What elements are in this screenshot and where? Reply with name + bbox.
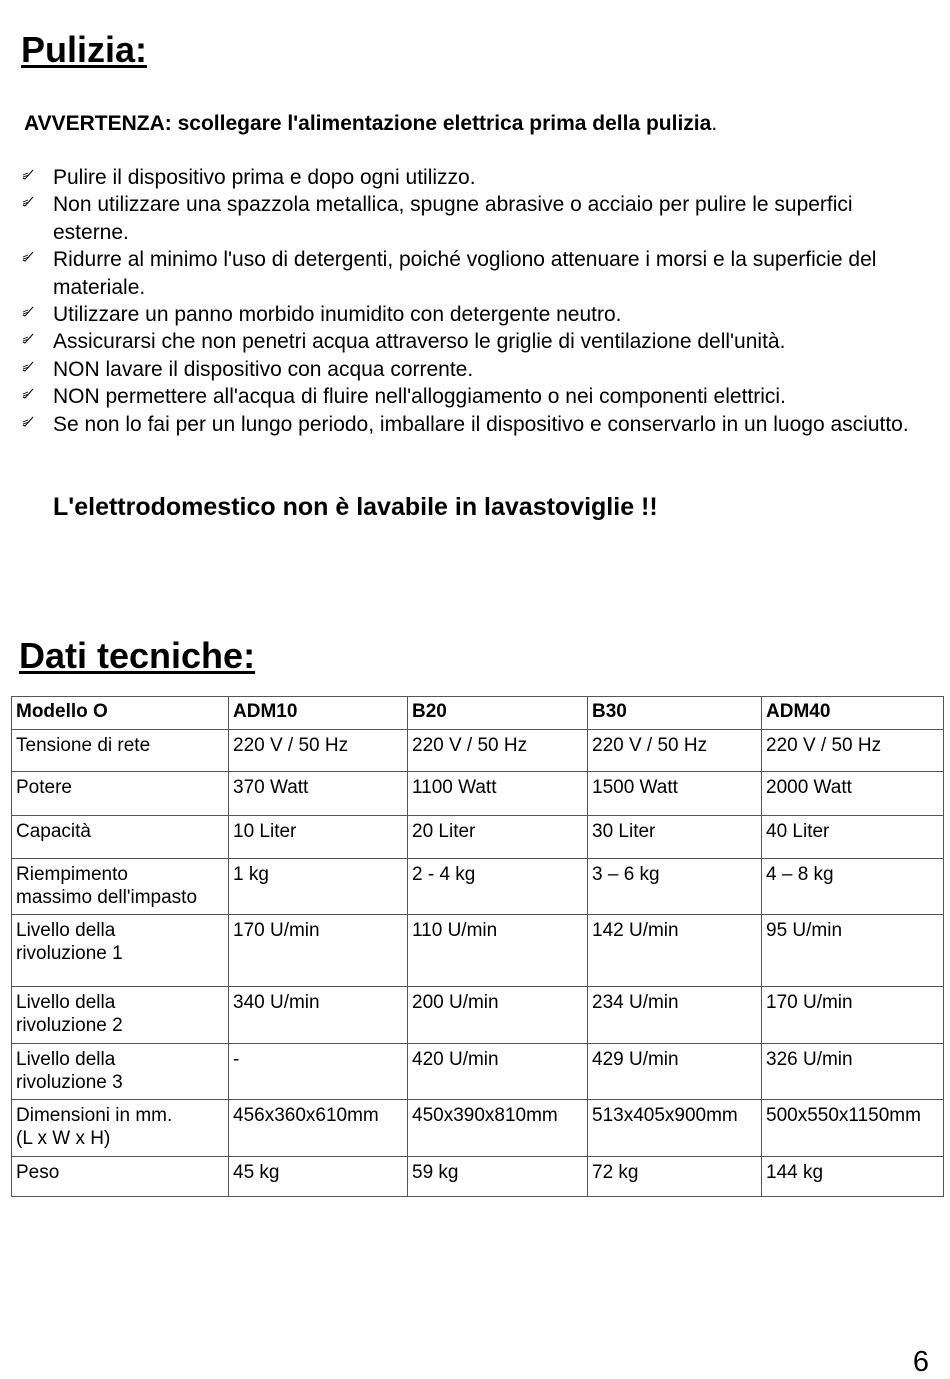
specs-table [11, 696, 944, 1197]
pen-check-icon [22, 332, 34, 344]
bullet-text: NON permettere all'acqua di fluire nell'alloggiamento o nei componenti elettrici. [53, 385, 786, 409]
list-item [22, 411, 922, 438]
bullet-text: NON lavare il dispositivo con acqua corrente. [53, 357, 474, 381]
header-cell: B30 [588, 697, 762, 730]
header-cell: B20 [408, 697, 588, 730]
table-cell: 142 U/min [588, 915, 762, 987]
table-cell: 1500 Watt [588, 772, 762, 816]
table-row [12, 1157, 944, 1197]
warning-text [24, 111, 717, 137]
row-label: Livello della rivoluzione 2 [12, 987, 229, 1044]
row-label: Peso [12, 1157, 229, 1197]
row-label: Riempimento massimo dell'impasto [12, 859, 229, 915]
list-item [22, 356, 922, 383]
table-row [12, 915, 944, 987]
header-cell: ADM10 [229, 697, 408, 730]
table-cell: 4 – 8 kg [762, 859, 944, 915]
table-cell: 2 - 4 kg [408, 859, 588, 915]
bullet-text: Utilizzare un panno morbido inumidito con detergente neutro. [53, 303, 622, 327]
table-cell: 30 Liter [588, 816, 762, 859]
table-cell: 10 Liter [229, 816, 408, 859]
table-cell: 220 V / 50 Hz [408, 730, 588, 772]
table-cell: 20 Liter [408, 816, 588, 859]
table-cell: - [229, 1044, 408, 1100]
table-row [12, 859, 944, 915]
table-cell: 170 U/min [229, 915, 408, 987]
page-number: 6 [912, 1346, 929, 1378]
table-cell: 170 U/min [762, 987, 944, 1044]
table-row [12, 987, 944, 1044]
header-cell: ADM40 [762, 697, 944, 730]
table-cell: 3 – 6 kg [588, 859, 762, 915]
list-item [22, 328, 922, 355]
cleaning-bullet-list [22, 164, 922, 438]
table-cell: 40 Liter [762, 816, 944, 859]
table-cell: 220 V / 50 Hz [588, 730, 762, 772]
table-cell: 95 U/min [762, 915, 944, 987]
list-item [22, 383, 922, 410]
table-cell: 420 U/min [408, 1044, 588, 1100]
pen-check-icon [22, 415, 34, 427]
table-cell: 110 U/min [408, 915, 588, 987]
table-cell: 500x550x1150mm [762, 1100, 944, 1157]
table-cell: 340 U/min [229, 987, 408, 1044]
pen-check-icon [22, 360, 34, 372]
table-row [12, 772, 944, 816]
list-item [22, 164, 922, 191]
dishwasher-note: L'elettrodomestico non è lavabile in lavastoviglie !! [53, 493, 658, 521]
table-cell: 450x390x810mm [408, 1100, 588, 1157]
cleaning-title: Pulizia: [21, 29, 148, 70]
pen-check-icon [22, 387, 34, 399]
bullet-text: Non utilizzare una spazzola metallica, spugne abrasive o acciaio per pulire le superfici esterne. [53, 193, 853, 244]
header-cell: Modello O [12, 697, 229, 730]
warning-tail: . [711, 112, 718, 135]
specs-title: Dati tecniche: [19, 635, 256, 676]
table-cell: 220 V / 50 Hz [229, 730, 408, 772]
row-label: Livello della rivoluzione 3 [12, 1044, 229, 1100]
pen-check-icon [22, 305, 34, 317]
table-row [12, 730, 944, 772]
bullet-text: Se non lo fai per un lungo periodo, imballare il dispositivo e conservarlo in un luogo asciutto. [53, 412, 909, 436]
table-cell: 200 U/min [408, 987, 588, 1044]
table-cell: 72 kg [588, 1157, 762, 1197]
table-row [12, 816, 944, 859]
table-row [12, 1100, 944, 1157]
table-cell: 45 kg [229, 1157, 408, 1197]
row-label: Tensione di rete [12, 730, 229, 772]
pen-check-icon [22, 250, 34, 262]
bullet-text: Ridurre al minimo l'uso di detergenti, poiché vogliono attenuare i morsi e la superficie del materiale. [53, 248, 877, 299]
table-cell: 59 kg [408, 1157, 588, 1197]
table-cell: 513x405x900mm [588, 1100, 762, 1157]
list-item [22, 191, 922, 246]
row-label: Dimensioni in mm. (L x W x H) [12, 1100, 229, 1157]
table-cell: 2000 Watt [762, 772, 944, 816]
row-label: Capacità [12, 816, 229, 859]
table-cell: 370 Watt [229, 772, 408, 816]
row-label: Livello della rivoluzione 1 [12, 915, 229, 987]
pen-check-icon [22, 195, 34, 207]
table-row [12, 1044, 944, 1100]
list-item [22, 246, 922, 301]
list-item [22, 301, 922, 328]
warning-bold: AVVERTENZA: scollegare l'alimentazione elettrica prima della pulizia [24, 112, 712, 135]
table-cell: 1 kg [229, 859, 408, 915]
pen-check-icon [22, 168, 34, 180]
table-cell: 1100 Watt [408, 772, 588, 816]
table-header-row [12, 697, 944, 730]
row-label: Potere [12, 772, 229, 816]
table-cell: 456x360x610mm [229, 1100, 408, 1157]
table-cell: 326 U/min [762, 1044, 944, 1100]
table-cell: 144 kg [762, 1157, 944, 1197]
table-cell: 429 U/min [588, 1044, 762, 1100]
table-cell: 234 U/min [588, 987, 762, 1044]
bullet-text: Assicurarsi che non penetri acqua attraverso le griglie di ventilazione dell'unità. [53, 330, 786, 354]
bullet-text: Pulire il dispositivo prima e dopo ogni utilizzo. [53, 166, 476, 189]
table-cell: 220 V / 50 Hz [762, 730, 944, 772]
